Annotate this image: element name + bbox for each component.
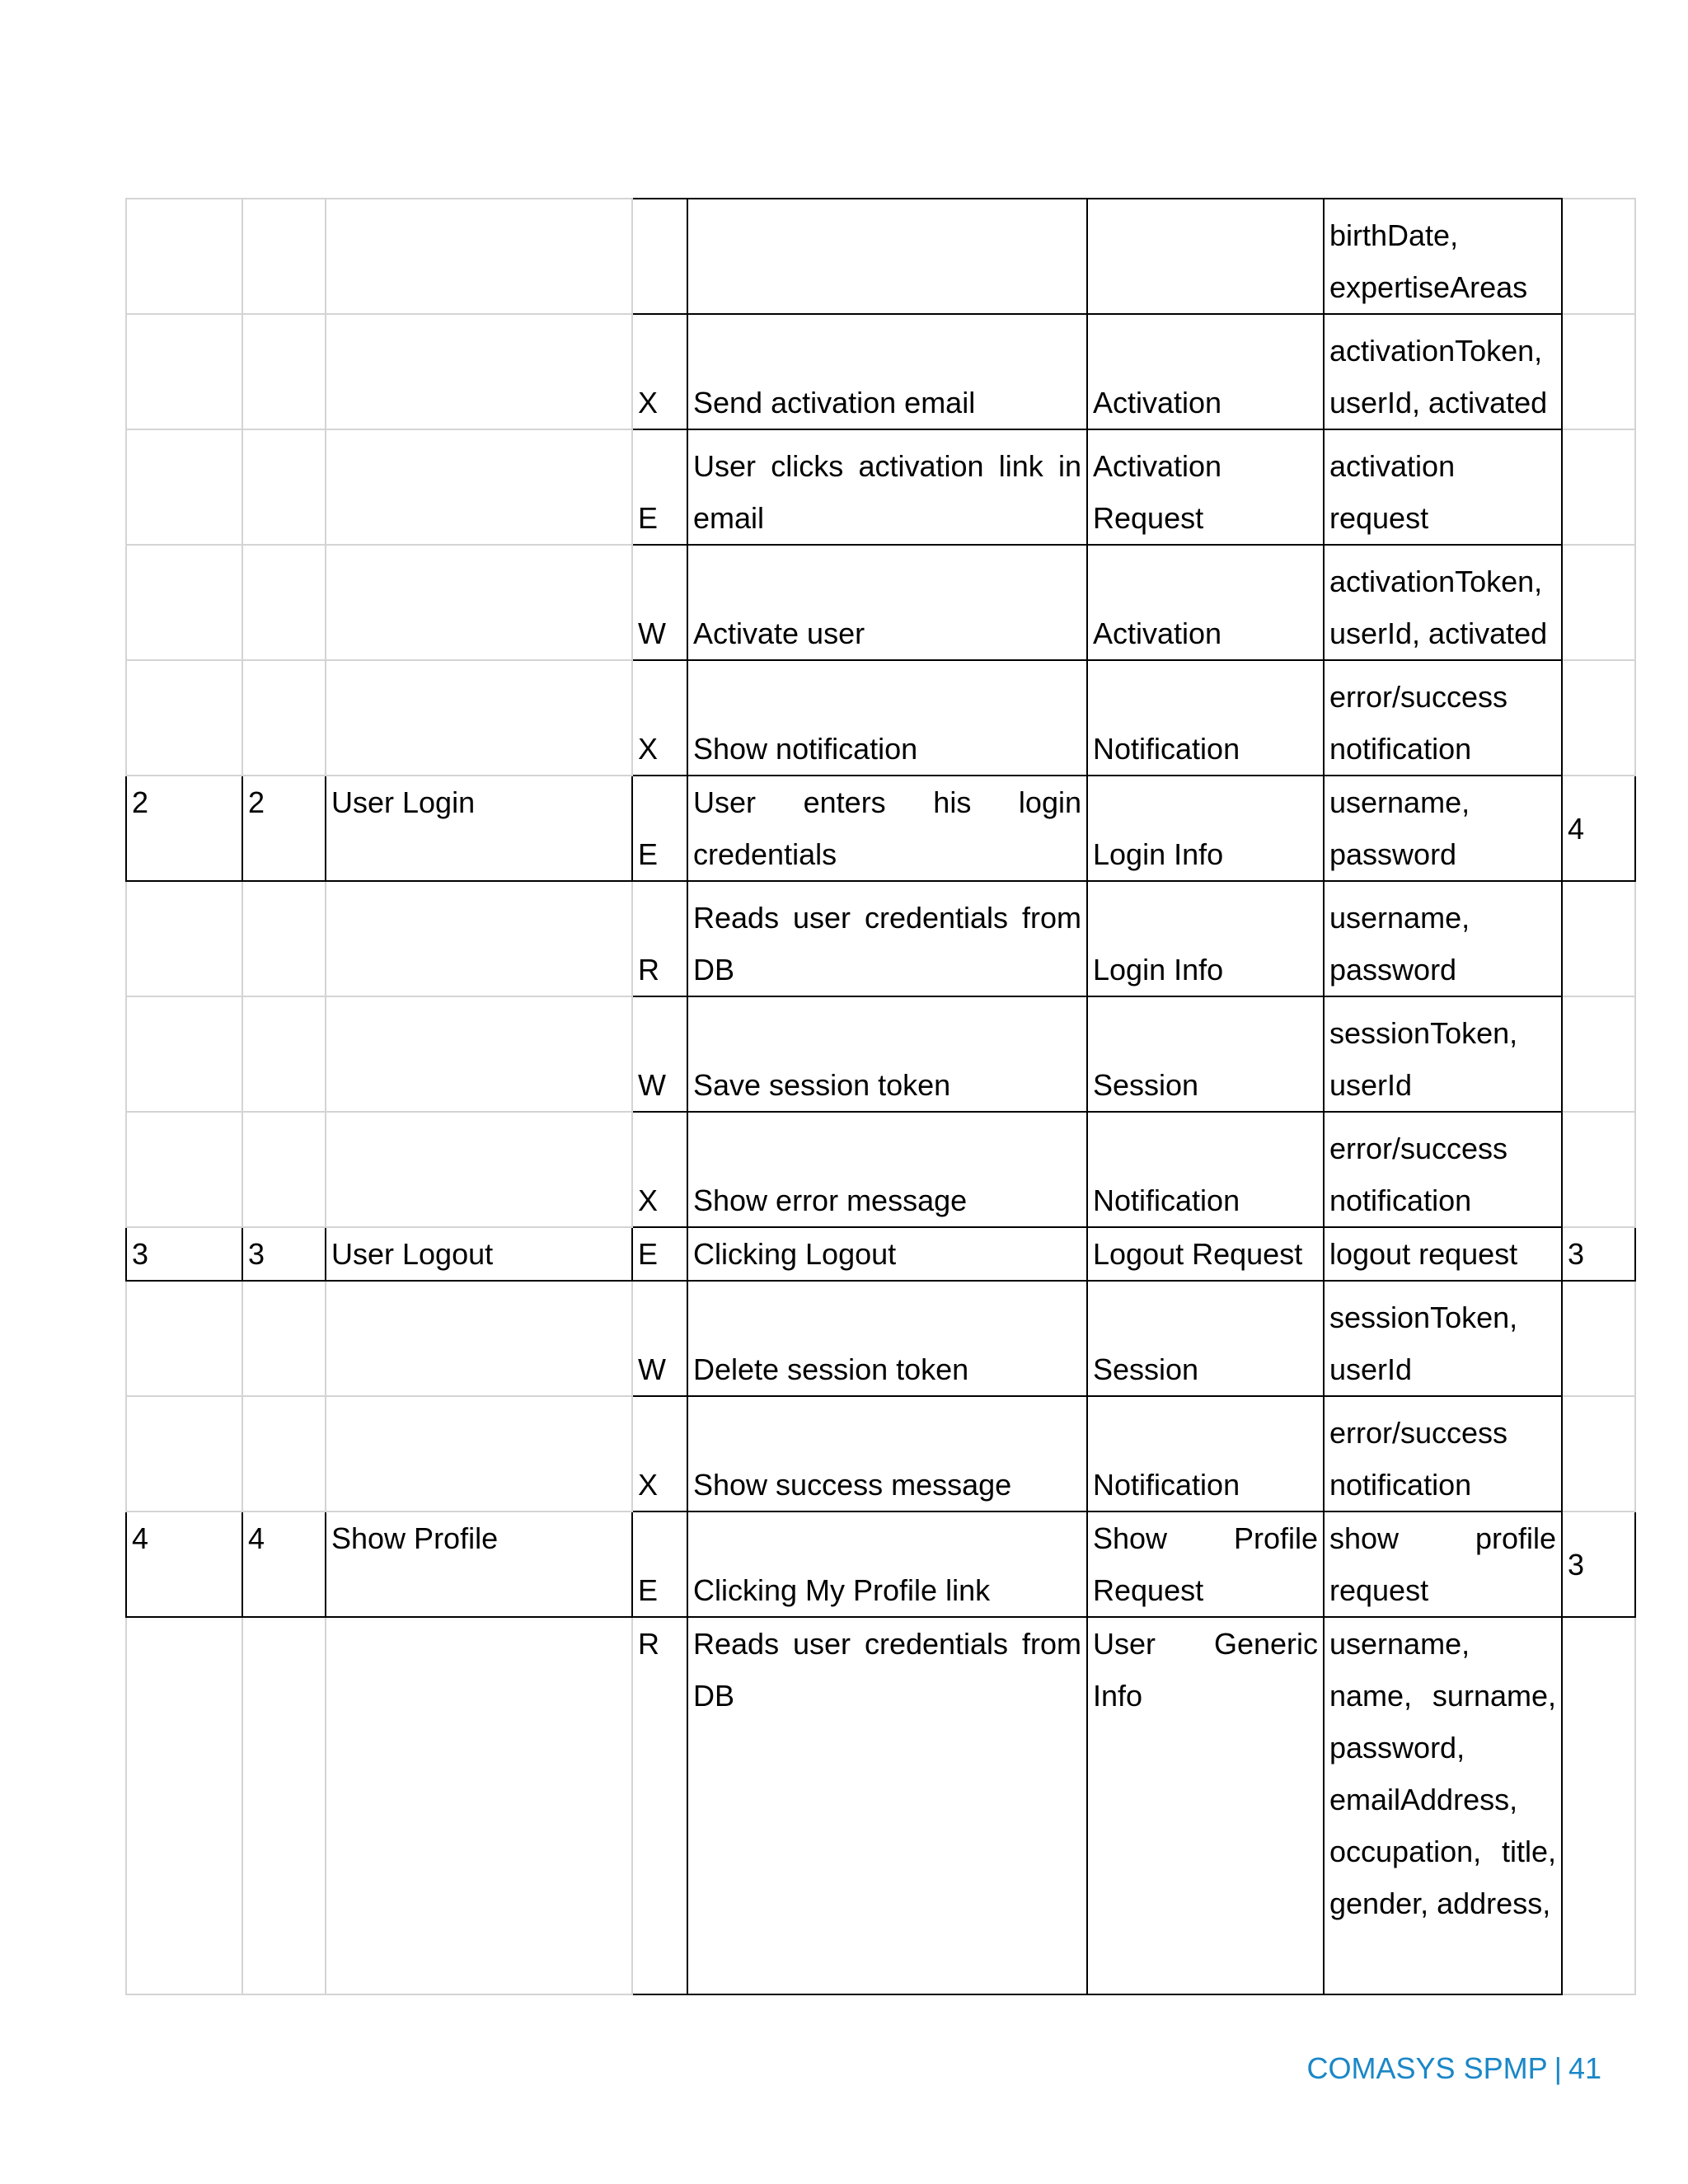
movement-desc-cell: Show success message [687, 1396, 1087, 1511]
data-group-cell: Session [1087, 996, 1324, 1112]
data-group-cell: Session [1087, 1281, 1324, 1396]
movement-desc-cell: Delete session token [687, 1281, 1087, 1396]
process-id-cell [242, 1617, 326, 1994]
cfp-cell [1562, 429, 1635, 545]
data-attributes-cell: activation request [1324, 429, 1562, 545]
process-name-cell [326, 545, 632, 660]
data-group-cell: Notification [1087, 1112, 1324, 1227]
process-name-cell [326, 314, 632, 429]
data-group-cell: Activation [1087, 314, 1324, 429]
movement-desc-cell: Save session token [687, 996, 1087, 1112]
movement-type-cell: E [632, 1511, 687, 1617]
table-row [126, 1396, 1635, 1511]
movement-desc-cell: Reads user credentials from DB [687, 1617, 1087, 1994]
data-group-cell: Activation [1087, 545, 1324, 660]
movement-type-cell: E [632, 776, 687, 881]
data-attributes-cell: activationToken, userId, activated [1324, 545, 1562, 660]
process-no-cell [126, 1112, 242, 1227]
data-attributes-cell: activationToken, userId, activated [1324, 314, 1562, 429]
table-row [126, 199, 1635, 314]
process-id-cell [242, 545, 326, 660]
process-id-cell: 3 [242, 1227, 326, 1281]
movement-type-cell: E [632, 429, 687, 545]
data-attributes-cell: error/success notification [1324, 1112, 1562, 1227]
table-row [126, 1227, 1635, 1281]
table-row [126, 996, 1635, 1112]
data-attributes-cell: sessionToken, userId [1324, 996, 1562, 1112]
process-name-cell: User Login [326, 776, 632, 881]
process-id-cell [242, 314, 326, 429]
movement-type-cell: X [632, 1112, 687, 1227]
process-no-cell: 4 [126, 1511, 242, 1617]
process-id-cell [242, 429, 326, 545]
process-no-cell [126, 1281, 242, 1396]
cfp-cell: 4 [1562, 776, 1635, 881]
movement-desc-cell: Clicking Logout [687, 1227, 1087, 1281]
data-attributes-cell: show profile request [1324, 1511, 1562, 1617]
process-id-cell [242, 996, 326, 1112]
movement-desc-cell: User clicks activation link in email [687, 429, 1087, 545]
process-no-cell [126, 199, 242, 314]
movement-type-cell: W [632, 996, 687, 1112]
movement-type-cell: R [632, 881, 687, 996]
table-row [126, 1617, 1635, 1994]
cfp-cell: 3 [1562, 1511, 1635, 1617]
table-row [126, 429, 1635, 545]
process-name-cell: User Logout [326, 1227, 632, 1281]
movement-desc-cell: Clicking My Profile link [687, 1511, 1087, 1617]
movement-type-cell: X [632, 1396, 687, 1511]
movement-desc-cell: Show error message [687, 1112, 1087, 1227]
process-no-cell: 3 [126, 1227, 242, 1281]
cfp-cell [1562, 545, 1635, 660]
movement-desc-cell: User enters his login credentials [687, 776, 1087, 881]
cfp-cell [1562, 199, 1635, 314]
process-id-cell [242, 881, 326, 996]
cosmic-measurement-table [125, 198, 1636, 1995]
process-id-cell [242, 1112, 326, 1227]
table-row [126, 776, 1635, 881]
data-attributes-cell: logout request [1324, 1227, 1562, 1281]
process-name-cell [326, 1112, 632, 1227]
process-no-cell [126, 1396, 242, 1511]
data-group-cell: Activation Request [1087, 429, 1324, 545]
table-row [126, 1112, 1635, 1227]
process-no-cell [126, 314, 242, 429]
process-name-cell [326, 199, 632, 314]
process-no-cell [126, 1617, 242, 1994]
movement-type-cell: W [632, 1281, 687, 1396]
data-attributes-cell: sessionToken, userId [1324, 1281, 1562, 1396]
movement-type-cell: X [632, 660, 687, 776]
footer-separator: | [1554, 2051, 1562, 2085]
table-row [126, 660, 1635, 776]
data-group-cell: Notification [1087, 1396, 1324, 1511]
process-no-cell [126, 545, 242, 660]
process-name-cell [326, 660, 632, 776]
movement-desc-cell: Reads user credentials from DB [687, 881, 1087, 996]
process-id-cell: 4 [242, 1511, 326, 1617]
table-row [126, 1511, 1635, 1617]
footer-title: COMASYS SPMP [1306, 2051, 1548, 2085]
process-name-cell [326, 429, 632, 545]
process-id-cell [242, 199, 326, 314]
data-attributes-cell: error/success notification [1324, 660, 1562, 776]
data-attributes-cell: username, password [1324, 881, 1562, 996]
data-group-cell: Notification [1087, 660, 1324, 776]
movement-desc-cell: Activate user [687, 545, 1087, 660]
table-row [126, 881, 1635, 996]
process-id-cell [242, 1281, 326, 1396]
process-name-cell [326, 1281, 632, 1396]
movement-desc-cell: Send activation email [687, 314, 1087, 429]
data-attributes-cell: username, name, surname, password, emailAddress, occupation, title, gender, address, [1324, 1617, 1562, 1994]
data-attributes-cell: error/success notification [1324, 1396, 1562, 1511]
data-group-cell: Show Profile Request [1087, 1511, 1324, 1617]
movement-type-cell: X [632, 314, 687, 429]
movement-desc-cell [687, 199, 1087, 314]
data-group-cell: Login Info [1087, 881, 1324, 996]
data-attributes-cell: birthDate, expertiseAreas [1324, 199, 1562, 314]
data-group-cell: Login Info [1087, 776, 1324, 881]
data-group-cell [1087, 199, 1324, 314]
process-no-cell [126, 881, 242, 996]
page-footer [1236, 2050, 1601, 2088]
cfp-cell [1562, 660, 1635, 776]
process-no-cell [126, 996, 242, 1112]
movement-type-cell: W [632, 545, 687, 660]
cfp-cell [1562, 881, 1635, 996]
process-name-cell [326, 996, 632, 1112]
cfp-cell [1562, 1617, 1635, 1994]
data-group-cell: Logout Request [1087, 1227, 1324, 1281]
data-group-cell: User Generic Info [1087, 1617, 1324, 1994]
cfp-cell [1562, 996, 1635, 1112]
process-no-cell [126, 660, 242, 776]
movement-desc-cell: Show notification [687, 660, 1087, 776]
process-name-cell: Show Profile [326, 1511, 632, 1617]
table-row [126, 545, 1635, 660]
table-row [126, 314, 1635, 429]
process-id-cell [242, 1396, 326, 1511]
movement-type-cell: R [632, 1617, 687, 1994]
process-name-cell [326, 1617, 632, 1994]
data-attributes-cell: username, password [1324, 776, 1562, 881]
process-no-cell [126, 429, 242, 545]
cfp-cell [1562, 1396, 1635, 1511]
cfp-cell [1562, 1112, 1635, 1227]
process-no-cell: 2 [126, 776, 242, 881]
process-id-cell: 2 [242, 776, 326, 881]
cfp-cell [1562, 314, 1635, 429]
movement-type-cell [632, 199, 687, 314]
process-name-cell [326, 1396, 632, 1511]
cfp-cell [1562, 1281, 1635, 1396]
movement-type-cell: E [632, 1227, 687, 1281]
cfp-cell: 3 [1562, 1227, 1635, 1281]
table-row [126, 1281, 1635, 1396]
process-name-cell [326, 881, 632, 996]
page-number: 41 [1568, 2051, 1601, 2085]
process-id-cell [242, 660, 326, 776]
